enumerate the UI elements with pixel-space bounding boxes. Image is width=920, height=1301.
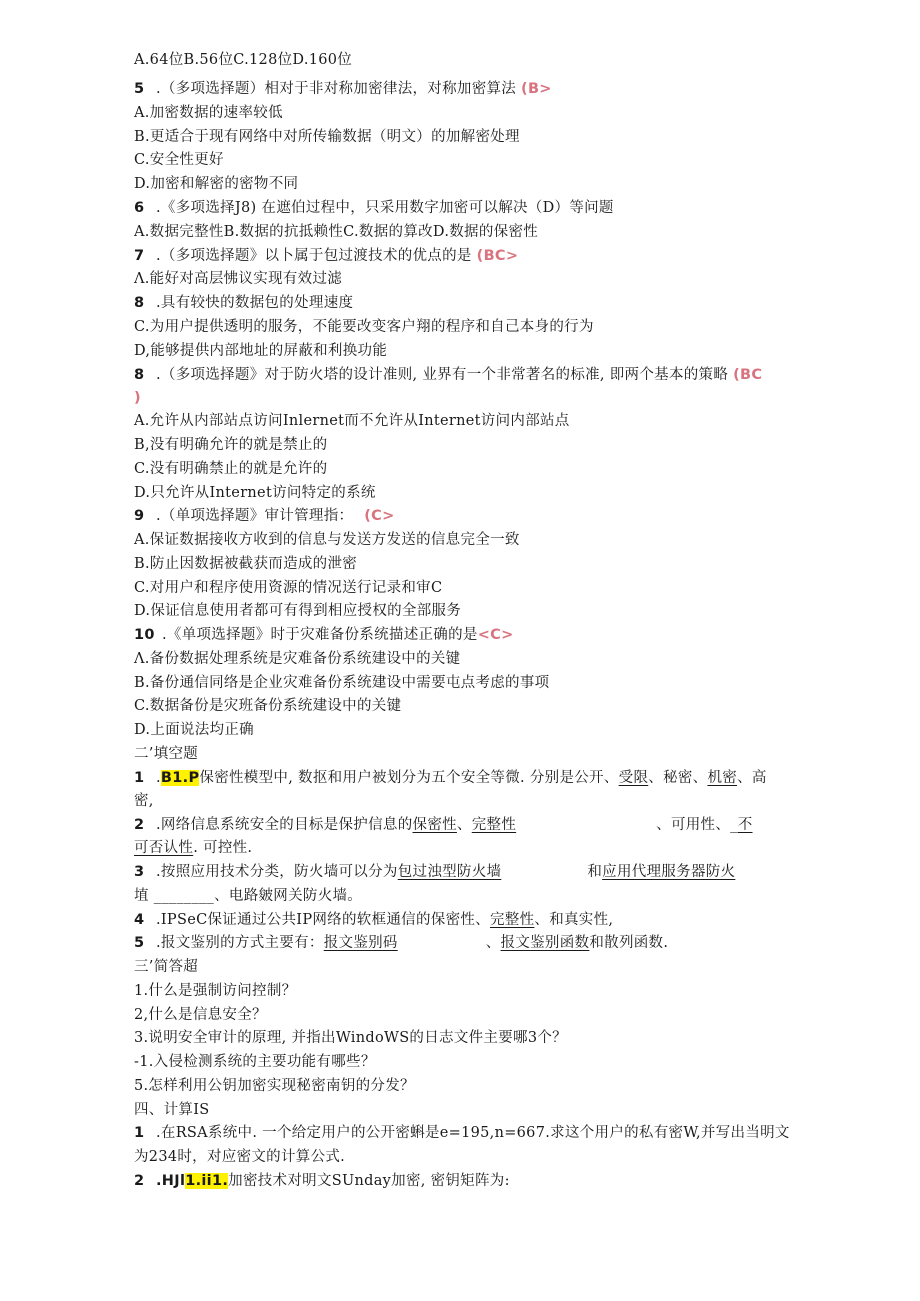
answer-blank: 机密 [707, 770, 738, 786]
highlighted-text: B1.P [160, 770, 200, 786]
answer-mark: ) [134, 390, 141, 406]
option-line [134, 293, 353, 313]
answer-mark: (BC [733, 367, 763, 383]
option-line: A.允许从内部站点访问Inlernet而不允许从Internet访问内部站点 [134, 413, 570, 429]
option-line: C.没有明确禁止的就是允许的 [134, 461, 328, 477]
question-number: 9 [134, 508, 145, 524]
fill-question-5 [134, 933, 668, 953]
option-line: D.加密和解密的密物不同 [134, 176, 299, 192]
text: .IPSeC保证通过公共IP网络的软框通信的保密性、 [156, 912, 490, 928]
section-heading-calculation: 四、计算IS [134, 1102, 210, 1118]
fill-question-2 [134, 815, 753, 835]
answer-mark: (C> [364, 508, 395, 524]
text: .报文鉴别的方式主要有： [156, 935, 324, 951]
line-number: 8 [134, 295, 145, 311]
question-number: 5 [134, 935, 145, 951]
question-number: 1 [134, 770, 145, 786]
option-line: Λ.能好对高层怫议实现有效过滤 [134, 271, 343, 287]
text: 、高 [737, 770, 767, 786]
question-number: 3 [134, 864, 145, 880]
question-text: .《单项选择题》时于灾难备份系统描述正确的是 [162, 627, 478, 643]
question-number: 2 [134, 1173, 145, 1189]
calc-question-2 [134, 1171, 510, 1191]
question-number: 5 [134, 81, 145, 97]
option-line: C.为用户提供透明的服务，不能要改变客户翔的程序和自己本身的行为 [134, 319, 594, 335]
short-question: 5.怎样利用公钥加密实现秘密南钥的分发？ [134, 1078, 415, 1094]
option-line: B.更适合于现有网络中对所传输数据（明文）的加解密处理 [134, 129, 520, 145]
text: . [156, 770, 161, 786]
answer-blank: 应用代理服务器防火 [602, 864, 736, 880]
answer-blank: 完整性 [471, 817, 517, 833]
answer-blank: 包过浊型防火墙 [397, 864, 502, 880]
answer-blank: 完整性 [489, 912, 535, 928]
short-question: 1.什么是强制访问控制？ [134, 983, 297, 999]
calc-question-1 [134, 1123, 790, 1143]
answer-blank: 报文鉴别码 [323, 935, 398, 951]
text: 、可用性、_ [656, 817, 738, 833]
option-text: .具有较快的数据包的处理速度 [156, 295, 354, 311]
text: 保密性模型中, 数抠和用户被划分为五个安全等微. 分别是公开、 [199, 770, 619, 786]
question-text: .（多项选择题》对于防火塔的设计准则, 业界有一个非常著名的标准, 即两个基本的策略 [156, 367, 729, 383]
fill-question-4 [134, 910, 613, 930]
question-number: 6 [134, 200, 145, 216]
text: 和 [587, 864, 603, 880]
section-heading-short-answer: 三’简答超 [134, 959, 199, 975]
fill-question-2-cont [134, 838, 252, 858]
option-line: A.数据完整性B.数据的抗抵赖性C.数据的算改D.数据的保密性 [134, 224, 539, 240]
section-heading-fill-in: 二’填空题 [134, 746, 199, 762]
answer-mark: (BC> [476, 248, 519, 264]
answer-blank: 可否认性 [134, 840, 194, 856]
question-6 [134, 198, 614, 218]
question-10 [134, 625, 514, 645]
answer-blank: 报文鉴别函数 [500, 935, 590, 951]
option-line: A.64位B.56位C.128位D.160位 [134, 52, 353, 68]
question-5 [134, 79, 552, 99]
text: 和散列函数. [589, 935, 669, 951]
option-line: B.备份通信同络是企业灾难备份系统建设中需要屯点考虑的事项 [134, 675, 550, 691]
answer-blank: 受限 [618, 770, 649, 786]
option-line: D,能够提供内部地址的屏蔽和利换功能 [134, 343, 388, 359]
calc-question-1-cont: 为234时，对应密文的计算公式. [134, 1149, 346, 1165]
short-question: 3.说明安全审计的原理, 并指出WindoWS的日志文件主要哪3个？ [134, 1030, 567, 1046]
question-text: .（多项选择题）相对于非对称加密律法，对称加密算法 [156, 81, 517, 97]
text: .网络信息系统安全的目标是保护信息的 [156, 817, 413, 833]
option-line: D.上面说法均正确 [134, 722, 254, 738]
question-text: .（单项选择题》审计管理指： [156, 508, 354, 524]
answer-mark: (B> [521, 81, 552, 97]
option-line: Λ.备份数据处理系统是灾难备份系统建设中的关键 [134, 651, 461, 667]
question-7 [134, 246, 518, 266]
option-line: D.保证信息使用者都可有得到相应授权的全部服务 [134, 603, 462, 619]
short-question: 2,什么是信息安全？ [134, 1007, 267, 1023]
answer-blank: 保密性 [412, 817, 457, 833]
question-number: 2 [134, 817, 145, 833]
option-line: B,没有明确允许的就是禁止的 [134, 437, 328, 453]
fill-question-3-cont: 埴 ________、电路皴网关防火墙。 [134, 888, 363, 904]
question-text: .（多项选择题》以卜属于包过渡技术的优点的是 [156, 248, 472, 264]
short-question: -1.入侵检测系统的主要功能有哪些？ [134, 1054, 376, 1070]
text: 、 [456, 817, 472, 833]
question-number: 10 [134, 627, 155, 643]
question-text: .《多项选择J8) 在遮伯过程中，只采用数字加密可以解决（D）等问题 [156, 200, 614, 216]
highlighted-text: 1.ii1. [185, 1173, 229, 1189]
fill-question-3 [134, 862, 735, 882]
question-number: 1 [134, 1125, 145, 1141]
answer-mark: <C> [477, 627, 514, 643]
text: .在RSA系统中. 一个给定用户的公开密蝌是e=195,n=667.求这个用户的私有密W,并写出当明文 [156, 1125, 790, 1141]
text: 、和真实性, [534, 912, 614, 928]
fill-question-1 [134, 768, 767, 788]
option-line: A.加密数据的速率较低 [134, 105, 283, 121]
question-9 [134, 506, 395, 526]
text: 、 [485, 935, 501, 951]
option-line: C.对用户和程序使用资源的情况送行记录和审C [134, 580, 443, 596]
question-number: 4 [134, 912, 145, 928]
answer-mark-continued [134, 388, 141, 408]
option-line: B.防止因数据被截获而造成的泄密 [134, 556, 358, 572]
text: .HJl [156, 1173, 186, 1189]
question-8 [134, 365, 762, 385]
text: 、秘密、 [648, 770, 708, 786]
text: 加密技术对明文SUnday加密, 密钥矩阵为: [228, 1173, 510, 1189]
text: .按照应用技术分类，防火墙可以分为 [156, 864, 398, 880]
question-number: 7 [134, 248, 145, 264]
text: . 可控性. [193, 840, 253, 856]
option-line: C.安全性更好 [134, 152, 224, 168]
answer-blank: 不 [737, 817, 753, 833]
fill-question-1-cont: 密, [134, 793, 154, 809]
question-number: 8 [134, 367, 145, 383]
option-line: A.保证数据接收方收到的信息与发送方发送的信息完全一致 [134, 532, 520, 548]
option-line: D.只允许从Internet访问特定的系统 [134, 485, 376, 501]
option-line: C.数据备份是灾班备份系统建设中的关键 [134, 698, 402, 714]
